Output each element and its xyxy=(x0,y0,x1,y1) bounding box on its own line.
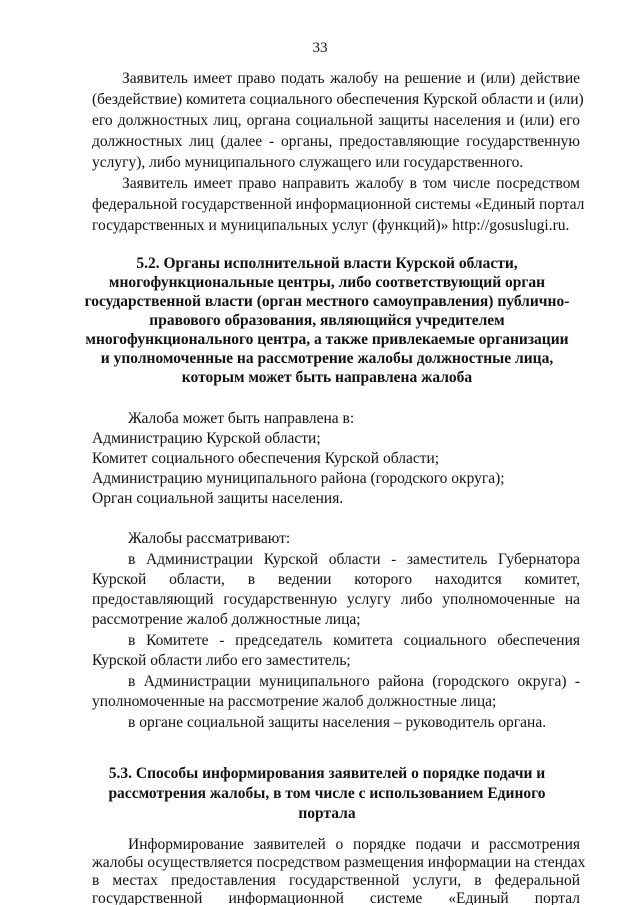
list-item: Комитет социального обеспечения Курской области; xyxy=(92,450,440,467)
section-heading-line: которым может быть направлена жалоба xyxy=(181,369,473,386)
list-item: Курской области либо его заместитель; xyxy=(92,652,351,669)
list-item: уполномоченные на рассмотрение жалоб должностные лица; xyxy=(92,693,497,710)
section-heading-line: государственной власти (орган местного самоуправления) публично- xyxy=(84,293,570,310)
paragraph-line: Информирование заявителей о порядке подачи и рассмотрения xyxy=(128,836,580,853)
list-item: рассмотрение жалоб должностные лица; xyxy=(92,611,361,628)
section-heading-line: портала xyxy=(298,805,356,822)
paragraph-line: государственной информационной системе «Единый портал xyxy=(92,890,580,905)
list-item: предоставляющий государственную услугу либо уполномоченные на xyxy=(92,591,580,608)
list-item: в Комитете - председатель комитета социального обеспечения xyxy=(128,632,580,649)
list-intro: Жалобы рассматривают: xyxy=(128,530,291,547)
paragraph-line: жалобы осуществляется посредством размещения информации на стендах xyxy=(92,854,586,871)
page-number: 33 xyxy=(312,40,328,56)
paragraph-line: услугу), либо муниципального служащего или государственного. xyxy=(92,154,524,171)
section-heading-line: 5.2. Органы исполнительной власти Курской области, xyxy=(136,255,518,272)
section-heading-line: и уполномоченные на рассмотрение жалобы должностные лица, xyxy=(100,350,554,367)
list-item: Орган социальной защиты населения. xyxy=(92,490,344,507)
section-heading-line: многофункционального центра, а также привлекаемые организации xyxy=(85,331,569,348)
paragraph-line: Заявитель имеет право направить жалобу в том числе посредством xyxy=(122,175,580,192)
paragraph-line: Заявитель имеет право подать жалобу на решение и (или) действие xyxy=(122,70,580,87)
list-item: Администрацию муниципального района (городского округа); xyxy=(92,470,505,487)
list-item: в Администрации Курской области - заместитель Губернатора xyxy=(128,551,580,568)
paragraph-line: (бездействие) комитета социального обеспечения Курской области и (или) xyxy=(92,91,584,108)
paragraph-line: его должностных лиц, органа социальной защиты населения и (или) его xyxy=(92,112,580,129)
paragraph-line: федеральной государственной информационной системы «Единый портал xyxy=(92,196,585,213)
section-heading-line: правового образования, являющийся учредителем xyxy=(149,312,505,329)
section-heading-line: 5.3. Способы информирования заявителей о порядке подачи и xyxy=(108,765,546,782)
list-item: в органе социальной защиты населения – руководитель органа. xyxy=(128,714,547,731)
list-item: Курской области, в ведении которого находится комитет, xyxy=(92,571,580,588)
paragraph-line: в местах предоставления государственной услуги, в федеральной xyxy=(92,872,580,889)
paragraph-line: должностных лиц (далее - органы, предоставляющие государственную xyxy=(92,133,580,150)
section-heading-line: рассмотрения жалобы, в том числе с использованием Единого xyxy=(108,785,546,802)
list-intro: Жалоба может быть направлена в: xyxy=(128,410,355,427)
paragraph-line: государственных и муниципальных услуг (функций)» http://gosuslugi.ru. xyxy=(92,217,570,234)
list-item: Администрацию Курской области; xyxy=(92,430,321,447)
list-item: в Администрации муниципального района (городского округа) - xyxy=(128,673,580,690)
section-heading-line: многофункциональные центры, либо соответствующий орган xyxy=(108,274,546,291)
